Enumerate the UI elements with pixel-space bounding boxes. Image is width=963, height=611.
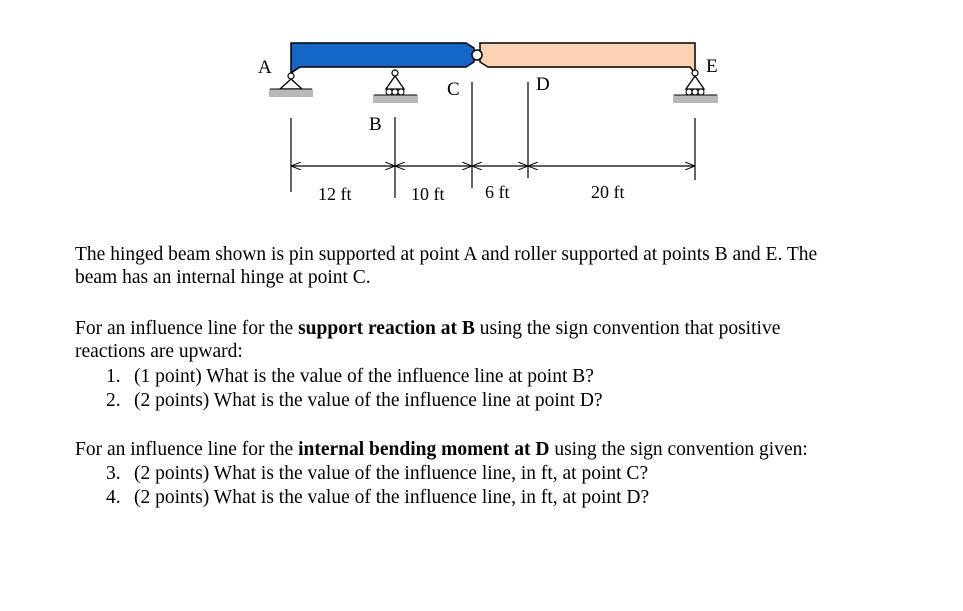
question-2: [106, 389, 603, 412]
extension-lines: [291, 82, 695, 198]
section1-tail: using the sign convention that positive: [474, 318, 781, 339]
label-point-e: E: [706, 56, 718, 77]
section1-lead: For an influence line for the: [75, 318, 299, 339]
label-point-a: A: [258, 57, 272, 78]
dim-label-cd: 6 ft: [485, 182, 510, 202]
section2-bold: internal bending moment at D: [298, 439, 550, 460]
section2-tail: using the sign convention given:: [549, 439, 808, 460]
section1-line-2: reactions are upward:: [75, 341, 243, 362]
hinge-c: [472, 50, 482, 60]
question-1: [106, 365, 594, 388]
question-text: (2 points) What is the value of the influence line, in ft, at point D?: [134, 487, 650, 508]
question-4: [106, 486, 649, 509]
section2-heading: [75, 438, 808, 461]
question-number: 1.: [106, 366, 121, 387]
dim-label-de: 20 ft: [591, 182, 625, 202]
question-text: (2 points) What is the value of the influence line at point D?: [134, 390, 603, 411]
question-text: (1 point) What is the value of the influence line at point B?: [134, 366, 594, 387]
section1-heading: [75, 317, 780, 340]
question-number: 4.: [106, 487, 121, 508]
question-text: (2 points) What is the value of the influence line, in ft, at point C?: [134, 463, 649, 484]
intro-line-1: The hinged beam shown is pin supported at point A and roller supported at points B and E. The: [75, 244, 818, 265]
section1-bold: support reaction at B: [298, 318, 475, 339]
section2-lead: For an influence line for the: [75, 439, 299, 460]
dim-label-ab: 12 ft: [318, 184, 352, 204]
question-number: 3.: [106, 463, 121, 484]
label-point-d: D: [536, 74, 550, 95]
beam-figure: [0, 0, 963, 230]
question-3: [106, 462, 648, 485]
label-point-b: B: [369, 114, 382, 135]
intro-line-2: beam has an internal hinge at point C.: [75, 267, 371, 288]
beam-segment-ac: [291, 43, 474, 73]
pin-support-a: [269, 73, 313, 97]
dim-label-bc: 10 ft: [411, 184, 445, 204]
beam-segment-ce: [480, 43, 695, 73]
roller-support-b: [373, 70, 418, 103]
question-number: 2.: [106, 390, 121, 411]
label-point-c: C: [447, 79, 460, 100]
